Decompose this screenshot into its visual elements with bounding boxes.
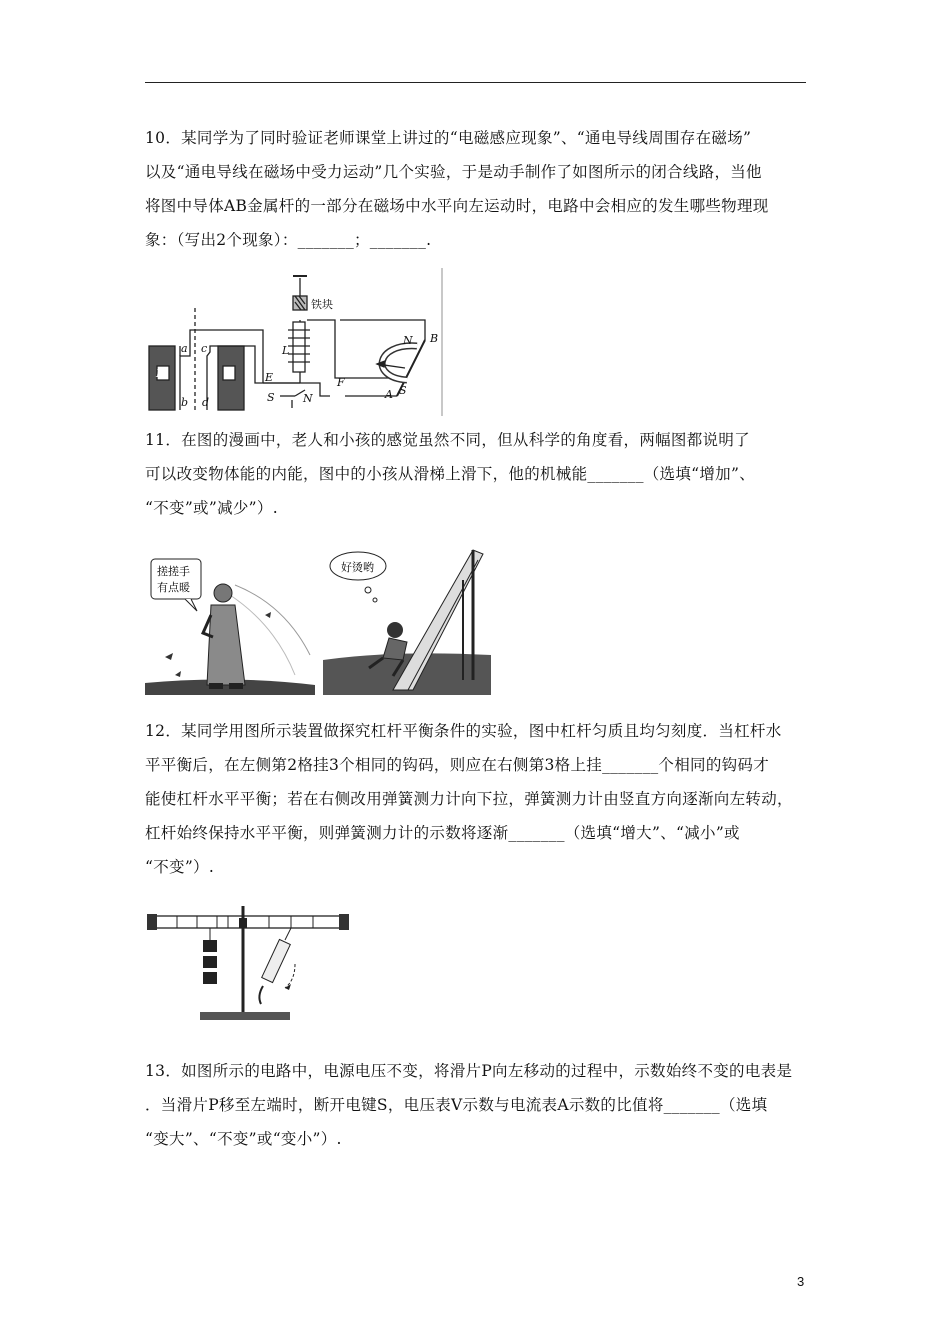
label-d: d (202, 396, 210, 409)
label-n-horseshoe: N (403, 334, 413, 347)
question-11-text (145, 423, 810, 525)
header-rule (145, 82, 806, 83)
label-e: E (265, 371, 274, 384)
q13-line-3: “变大”、“不变”或“变小”）. (145, 1130, 342, 1148)
hook-weight-2 (203, 956, 217, 968)
label-iron-block: 铁块 (311, 298, 333, 311)
bubble-old-man-line-1: 搓搓手 (157, 565, 190, 578)
q11-line-3: “不变”或”减少”）. (145, 499, 278, 517)
label-f: F (337, 376, 345, 389)
label-s-horseshoe: S (399, 384, 407, 397)
q10-line-4: 象：（写出2个现象）：_______；_______. (145, 231, 432, 249)
label-switch-s: S (267, 391, 275, 404)
label-switch-n: N (303, 392, 313, 405)
label-B: B (430, 332, 439, 345)
bubble-old-man-line-2: 有点暖 (157, 581, 190, 594)
label-l: L (282, 344, 290, 357)
question-10-text (145, 121, 810, 257)
q12-lever-figure (145, 900, 350, 1025)
bubble-child: 好烫哟 (341, 561, 374, 574)
label-s-right: S (225, 367, 233, 380)
q13-line-1: 13．如图所示的电路中，电源电压不变，将滑片P向左移动的过程中，示数始终不变的电表是 (145, 1062, 793, 1080)
label-n-left: N (156, 367, 166, 380)
q10-circuit-figure (145, 268, 445, 416)
page-number: 3 (797, 1274, 805, 1289)
q11-cartoon-old-man (145, 545, 315, 695)
q11-line-1: 11．在图的漫画中，老人和小孩的感觉虽然不同，但从科学的角度看，两幅图都说明了 (145, 431, 750, 449)
hook-weight-3 (203, 972, 217, 984)
label-a: a (181, 342, 188, 355)
q10-line-1: 10．某同学为了同时验证老师课堂上讲过的“电磁感应现象”、“通电导线周围存在磁场” (145, 129, 752, 147)
label-c: c (201, 342, 208, 355)
label-b: b (181, 396, 189, 409)
q10-line-3: 将图中导体AB金属杆的一部分在磁场中水平向左运动时，电路中会相应的发生哪些物理现 (145, 197, 769, 215)
q11-line-2: 可以改变物体能的内能，图中的小孩从滑梯上滑下，他的机械能_______（选填“增加”、 (145, 465, 756, 483)
q12-line-3: 能使杠杆水平平衡；若在右侧改用弹簧测力计向下拉，弹簧测力计由竖直方向逐渐向左转动， (145, 790, 793, 808)
q12-line-2: 平平衡后，在左侧第2格挂3个相同的钩码，则应在右侧第3格上挂_______个相同的钩码才 (145, 756, 770, 774)
q11-cartoon-child-slide (323, 540, 491, 695)
question-13-text (145, 1054, 810, 1156)
question-12-text (145, 714, 810, 884)
hook-weight-1 (203, 940, 217, 952)
q12-line-5: “不变”）. (145, 858, 215, 876)
q13-line-2: ．当滑片P移至左端时，断开电键S，电压表V示数与电流表A示数的比值将_______（选填 (145, 1096, 768, 1114)
q12-line-1: 12．某同学用图所示装置做探究杠杆平衡条件的实验，图中杠杆匀质且均匀刻度．当杠杆水 (145, 722, 782, 740)
q12-line-4: 杠杆始终保持水平平衡，则弹簧测力计的示数将逐渐_______（选填“增大”、“减小”或 (145, 824, 740, 842)
label-A: A (385, 388, 393, 401)
q10-line-2: 以及“通电导线在磁场中受力运动”几个实验，于是动手制作了如图所示的闭合线路，当他 (145, 163, 762, 181)
